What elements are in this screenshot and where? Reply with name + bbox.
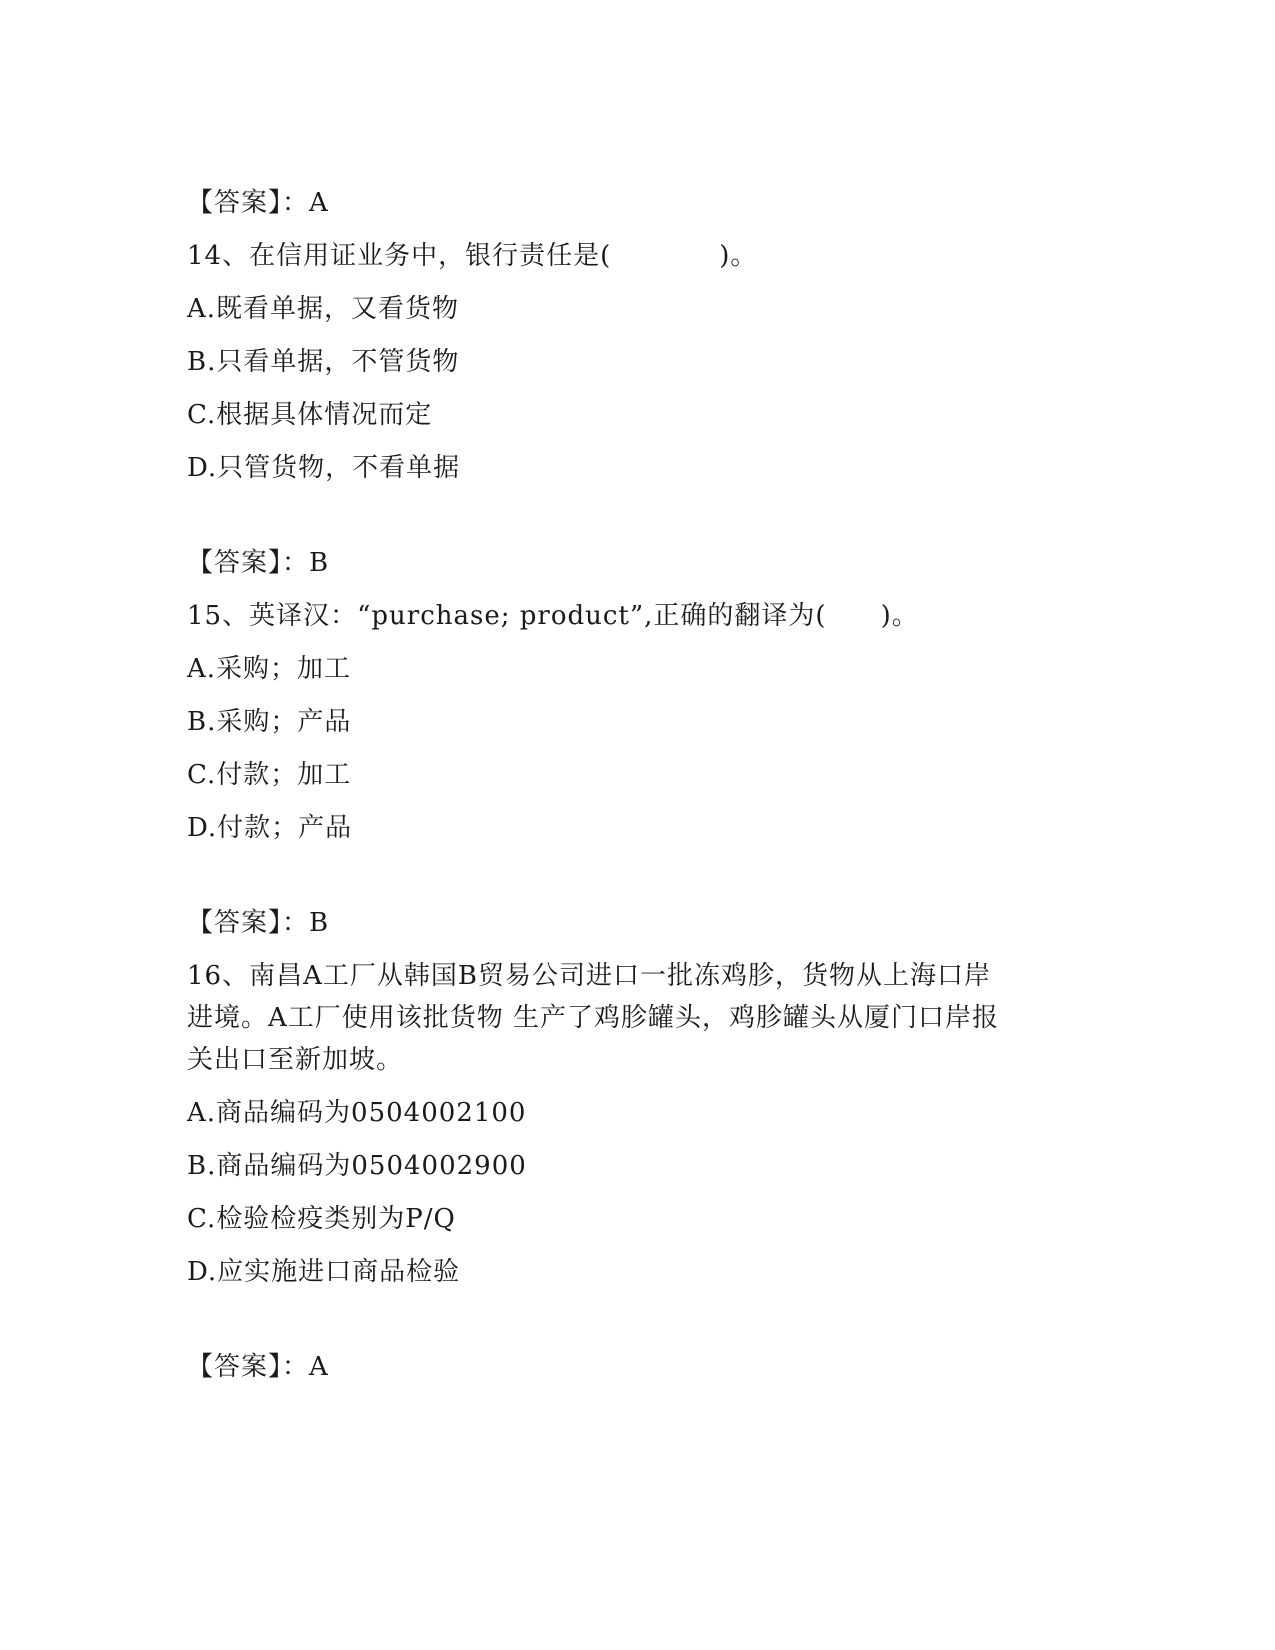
- question-15-stem: 15、英译汉：“purchase; product”,正确的翻译为( )。: [187, 601, 919, 631]
- question-16-option-b: B.商品编码为0504002900: [187, 1151, 527, 1181]
- question-15-option-d: D.付款；产品: [187, 813, 353, 843]
- question-14-option-d: D.只管货物，不看单据: [187, 453, 461, 483]
- question-14-option-b: B.只看单据，不管货物: [187, 347, 460, 377]
- question-16-option-c: C.检验检疫类别为P/Q: [187, 1204, 456, 1234]
- question-16-stem-line-3: 关出口至新加坡。: [187, 1045, 404, 1075]
- question-15-option-a: A.采购；加工: [187, 654, 352, 684]
- answer-14: 【答案】：B: [187, 548, 330, 578]
- question-14-option-c: C.根据具体情况而定: [187, 400, 433, 430]
- question-14-option-a: A.既看单据，又看货物: [187, 294, 460, 324]
- question-14-stem: 14、在信用证业务中，银行责任是( )。: [187, 241, 758, 271]
- question-16-option-d: D.应实施进口商品检验: [187, 1257, 461, 1287]
- question-16-option-a: A.商品编码为0504002100: [187, 1098, 527, 1128]
- answer-15: 【答案】：B: [187, 908, 330, 938]
- question-15-option-b: B.采购；产品: [187, 707, 352, 737]
- question-15-option-c: C.付款；加工: [187, 760, 352, 790]
- question-16-stem-line-2: 进境。A工厂使用该批货物 生产了鸡胗罐头，鸡胗罐头从厦门口岸报: [187, 1003, 1000, 1033]
- question-16-stem-line-1: 16、南昌A工厂从韩国B贸易公司进口一批冻鸡胗，货物从上海口岸: [187, 961, 991, 991]
- answer-16: 【答案】：A: [187, 1352, 329, 1382]
- answer-13: 【答案】：A: [187, 188, 329, 218]
